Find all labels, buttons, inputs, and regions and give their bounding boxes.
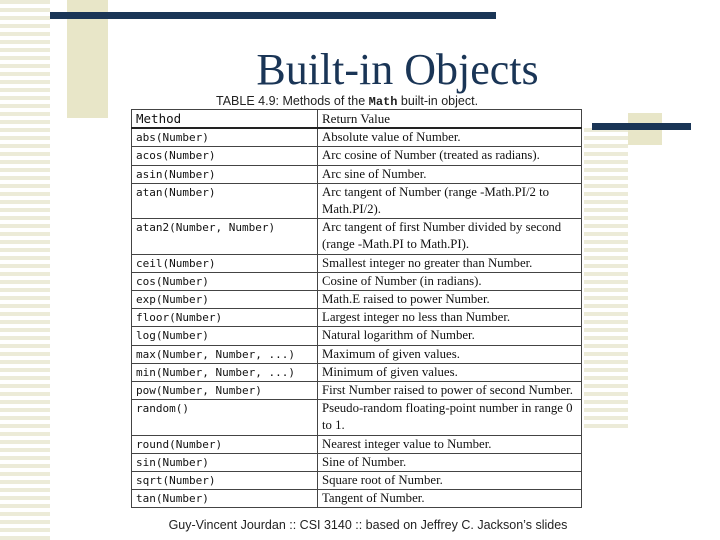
header-return-value: Return Value — [318, 110, 582, 129]
method-cell: floor(Number) — [132, 309, 318, 327]
method-cell: round(Number) — [132, 435, 318, 453]
table-row — [132, 219, 582, 254]
return-value-cell: Pseudo-random floating-point number in range 0 to 1. — [318, 400, 582, 435]
table-caption — [216, 94, 478, 109]
return-value-cell: Minimum of given values. — [318, 363, 582, 381]
return-value-cell: Tangent of Number. — [318, 490, 582, 508]
return-value-cell: Sine of Number. — [318, 453, 582, 471]
return-value-cell: Cosine of Number (in radians). — [318, 272, 582, 290]
table-row — [132, 435, 582, 453]
table-row — [132, 128, 582, 147]
return-value-cell: Absolute value of Number. — [318, 128, 582, 147]
table-row — [132, 291, 582, 309]
caption-code: Math — [368, 95, 398, 109]
top-line-decoration — [50, 12, 496, 19]
table-row — [132, 363, 582, 381]
return-value-cell: Natural logarithm of Number. — [318, 327, 582, 345]
return-value-cell: Maximum of given values. — [318, 345, 582, 363]
table-row — [132, 382, 582, 400]
method-cell: ceil(Number) — [132, 254, 318, 272]
math-methods-table — [131, 109, 582, 508]
method-cell: pow(Number, Number) — [132, 382, 318, 400]
method-cell: atan2(Number, Number) — [132, 219, 318, 254]
return-value-cell: Smallest integer no greater than Number. — [318, 254, 582, 272]
slide-title: Built-in Objects — [256, 45, 539, 94]
return-value-cell: First Number raised to power of second Number. — [318, 382, 582, 400]
table-row — [132, 254, 582, 272]
table-row — [132, 345, 582, 363]
caption-suffix: built-in object. — [397, 94, 479, 108]
table-row — [132, 400, 582, 435]
method-cell: min(Number, Number, ...) — [132, 363, 318, 381]
method-cell: tan(Number) — [132, 490, 318, 508]
method-cell: asin(Number) — [132, 165, 318, 183]
table-header-row — [132, 110, 582, 129]
return-value-cell: Arc cosine of Number (treated as radians). — [318, 147, 582, 165]
table-row — [132, 183, 582, 218]
method-cell: abs(Number) — [132, 128, 318, 147]
return-value-cell: Largest integer no less than Number. — [318, 309, 582, 327]
right-stripe-decoration — [584, 128, 628, 428]
method-cell: max(Number, Number, ...) — [132, 345, 318, 363]
right-line-decoration — [592, 123, 691, 130]
return-value-cell: Arc tangent of first Number divided by second (range -Math.PI to Math.PI). — [318, 219, 582, 254]
caption-prefix: TABLE 4.9: Methods of the — [216, 94, 369, 108]
method-cell: exp(Number) — [132, 291, 318, 309]
method-cell: random() — [132, 400, 318, 435]
return-value-cell: Math.E raised to power Number. — [318, 291, 582, 309]
slide-footer: Guy-Vincent Jourdan :: CSI 3140 :: based on Jeffrey C. Jackson’s slides — [168, 518, 568, 532]
method-cell: cos(Number) — [132, 272, 318, 290]
table-row — [132, 309, 582, 327]
table-row — [132, 472, 582, 490]
table-row — [132, 272, 582, 290]
method-cell: acos(Number) — [132, 147, 318, 165]
return-value-cell: Arc sine of Number. — [318, 165, 582, 183]
table-row — [132, 165, 582, 183]
method-cell: sqrt(Number) — [132, 472, 318, 490]
table-row — [132, 327, 582, 345]
method-cell: atan(Number) — [132, 183, 318, 218]
return-value-cell: Nearest integer value to Number. — [318, 435, 582, 453]
return-value-cell: Arc tangent of Number (range -Math.PI/2 to Math.PI/2). — [318, 183, 582, 218]
table-row — [132, 147, 582, 165]
table-row — [132, 490, 582, 508]
method-cell: sin(Number) — [132, 453, 318, 471]
method-cell: log(Number) — [132, 327, 318, 345]
return-value-cell: Square root of Number. — [318, 472, 582, 490]
header-method: Method — [132, 110, 318, 129]
table-row — [132, 453, 582, 471]
